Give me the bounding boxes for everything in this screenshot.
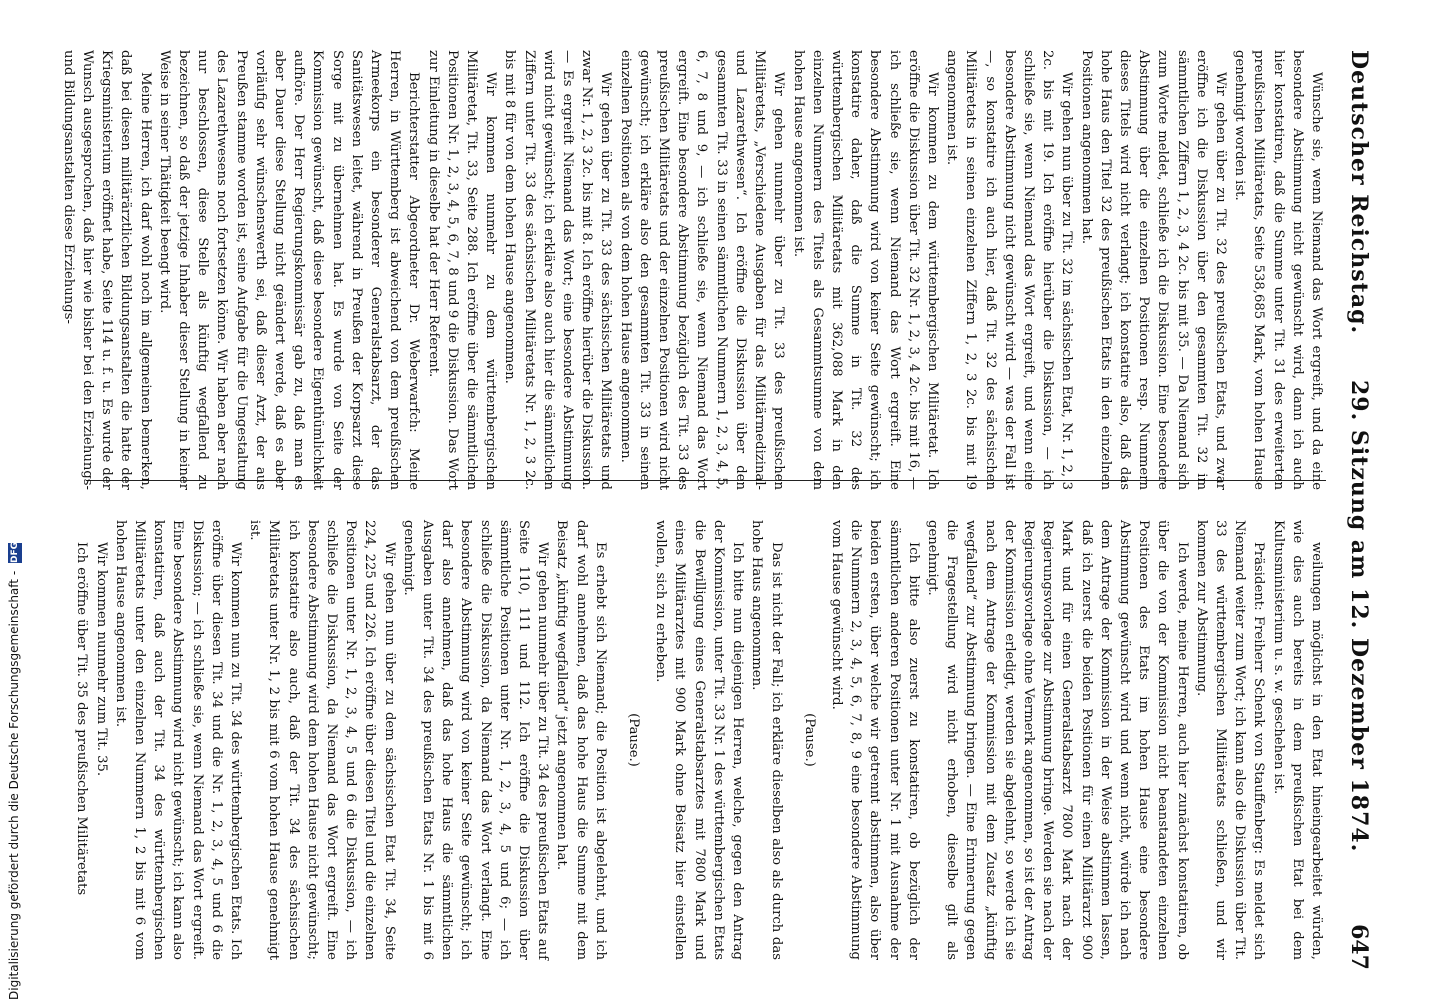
rotated-sheet	[62, 0, 1382, 1000]
paragraph: Ich eröffne über Tit. 35 des preußischen Militäretats	[74, 542, 90, 896]
paragraph: Meine Herren, ich darf wohl noch im allgemeinen bemerken, daß bei diesen militärärztlichen Bildungsanstalten die hatte der Kriegsministerium eröffnet habe, Seite 114 u. f. u. Es wurde der Wunsch ausgesprochen, daß hier wie bisher bei den Erziehungs- und Bildungsanstalten diese Erziehungs-	[60, 50, 153, 490]
paragraph: Wir gehen nunmehr über zu Tit. 34 des preußischen Etats auf Seite 110, 111 und 112. Ich eröffne die Diskussion über sämmtliche Positionen unter Nr. 1, 2, 3, 4, 5 und 6; — ich schließe die Diskussion, da Niemand das Wort verlangt. Eine besondere Abstimmung wird von keiner Seite gewünscht; ich darf also annehmen, daß das hohe Haus die sämmtlichen Ausgaben unter Tit. 34 des preußischen Etats Nr. 1 bis mit 6 genehmigt.	[400, 520, 551, 960]
pause-note: (Pause.)	[801, 713, 817, 767]
paragraph: Das ist nicht der Fall; ich erkläre dieselben also als durch das hohe Haus angenommen.	[749, 520, 784, 960]
paragraph: Wünsche sie, wenn Niemand das Wort ergreift, und da eine besondere Abstimmung nicht gewünscht wird, dann ich auch hier konstatiren, daß die Summe unter Tit. 31 des erweiterten preußischen Militäretats, Seite 538,685 Mark, vom hohen Hause genehmigt worden ist.	[1232, 50, 1324, 490]
paragraph: Wir gehen über zu Tit. 32 des preußischen Etats, und zwar eröffne ich die Diskussion über den gesammten Tit. 32 im sämmtlichen Ziffern 1, 2, 3, 4 2c. bis mit 35. — Da Niemand sich zum Worte meldet, schließe ich die Diskussion. Eine besondere Abstimmung über die einzelnen Positionen resp. Nummern dieses Titels wird nicht verlangt; ich konstatire also, daß das hohe Haus den Titel 32 des preußischen Etats in den einzelnen Positionen angenommen hat.	[1078, 50, 1228, 490]
paragraph: Wir kommen nun zu Tit. 34 des württembergischen Etats. Ich eröffne über diesen Tit. 34 und die Nr. 1, 2, 3, 4, 5 und 6 die Diskussion; — ich schließe sie, wenn Niemand das Wort ergreift. Eine besondere Abstimmung wird nicht gewünscht; ich kann also konstatiren, daß auch der Tit. 34 des württembergischen Militäretats unter den einzelnen Nummern 1, 2 bis mit 6 vom hohen Hause angenommen ist.	[112, 520, 244, 960]
right-column	[74, 520, 1326, 960]
paragraph: Ich bitte also zuerst zu konstatiren, ob bezüglich der sämmtlichen anderen Positionen unter Nr. 1 mit Ausnahme der beiden ersten, über welche wir getrennt abstimmen, also über die Nummern 2, 3, 4, 5, 6, 7, 8, 9 eine besondere Abstimmung vom Hause gewünscht wird.	[828, 520, 921, 960]
paragraph: Wir gehen nun über zu dem sächsischen Etat Tit. 34, Seite 224, 225 und 226. Ich eröffne über diesen Titel und die einzelnen Positionen unter Nr. 1, 2, 3, 4, 5 und 6 die Diskussion, — ich schließe die Diskussion, da Niemand das Wort ergreift. Eine besondere Abstimmung wird dem hohen Hause nicht gewünscht; ich konstatire also auch, daß der Tit. 34 des sächsischen Militäretats unter Nr. 1, 2 bis mit 6 vom hohen Hause genehmigt ist.	[247, 520, 397, 960]
dfg-logo: DFG	[9, 542, 20, 564]
left-column	[60, 50, 1326, 490]
paragraph: Wir kommen nunmehr zum Tit. 35.	[93, 542, 109, 777]
paragraph: Wir kommen zu dem württembergischen Militäretat. Ich eröffne die Diskussion über Tit. 32 Nr. 1, 2, 3, 4 2c. bis mit 16, — ich schließe sie, wenn Niemand das Wort ergreift. Eine besondere Abstimmung wird von keiner Seite gewünscht; ich konstatire daher, daß die Summe in Tit. 32 des württembergischen Militäretats mit 362,088 Mark in den einzelnen Nummern des Titels als Gesammtsumme von dem hohen Hause angenommen ist.	[790, 50, 940, 490]
paragraph: Es erhebt sich Niemand; die Position ist abgelehnt, und ich darf wohl annehmen, daß das hohe Haus die Summe mit dem Beisatz „künftig wegfallend“ jetzt angenommen hat.	[554, 520, 608, 960]
footer-credit	[2, 542, 26, 1000]
paragraph: Wir gehen nun über zu Tit. 32 im sächsischen Etat, Nr. 1, 2, 3 2c. bis mit 19. Ich eröffne hierüber die Diskussion, — ich schließe sie, wenn Niemand das Wort ergreift, und wenn eine besondere Abstimmung nicht gewünscht wird — was der Fall ist —, so konstatire ich auch hier, daß Tit. 32 des sächsischen Militäretats in seinen einzelnen Ziffern 1, 2, 3 2c. bis mit 19 angenommen ist.	[944, 50, 1075, 490]
paragraph: weilungen möglichst in den Etat hineingearbeitet würden, wie dies auch bereits in dem preußischen Etat bei dem Kultusministerium u. s. w. geschehen ist.	[1270, 520, 1324, 960]
journal-title: Deutscher Reichstag.	[1346, 50, 1372, 335]
paragraph: Ich bitte nun diejenigen Herren, welche, gegen den Antrag der Kommission, unter Tit. 33 Nr. 1 des württembergischen Etats die Bewilligung eines Generalstabsarztes mit 7800 Mark und eines Militärarztes mit 900 Mark ohne Beisatz hier einstellen wollen, sich zu erheben.	[653, 520, 746, 960]
paragraph: Wir gehen über zu Tit. 33 des sächsischen Militäretats und zwar Nr. 1, 2, 3 2c. bis mit 8. Ich eröffne hierüber die Diskussion. — Es ergreift Niemand das Wort; eine besondere Abstimmung wird nicht gewünscht; ich erkläre also auch hier die sämmtlichen Ziffern unter Tit. 33 des sächsischen Militäretats Nr. 1, 2, 3 2c. bis mit 8 für von dem hohen Hause angenommen.	[502, 50, 614, 490]
paragraph: Ich werde, meine Herren, auch hier zunächst konstatiren, ob über die von der Kommission nicht beanstandeten einzelnen Positionen des Etats im hohen Hause eine besondere Abstimmung gewünscht wird und wenn nicht, würde ich nach dem Antrage der Kommission in der Weise abstimmen lassen, daß ich zuerst die beiden Positionen für einen Militärarzt 900 Mark und für einen Generalstabsarzt 7800 Mark nach der Regierungsvorlage zur Abstimmung bringe. Werden sie nach der Regierungsvorlage ohne Vermerk angenommen, so ist der Antrag der Kommission erledigt, werden sie abgelehnt, so werde ich sie nach dem Antrage der Kommission mit dem Zusatz „künftig wegfallend“ zur Abstimmung bringen. — Eine Erinnerung gegen die Fragestellung wird nicht erhoben, dieselbe gilt als genehmigt.	[924, 520, 1190, 960]
paragraph: Wir kommen nunmehr zu dem württembergischen Militäretat, Tit. 33, Seite 288. Ich eröffne über die sämmtlichen Positionen Nr. 1, 2, 3, 4, 5, 6, 7, 8 und 9 die Diskussion. Das Wort zur Einleitung in dieselbe hat der Herr Referent.	[425, 50, 499, 490]
footer-text: Digitalisierung gefördert durch die Deutsche Forschungsgemeinschaft -	[7, 570, 21, 1000]
paragraph: Wir gehen nunmehr über zu Tit. 33 des preußischen Militäretats, „Verschiedene Ausgaben für das Militärmedizinal- und Lazarethwesen“. Ich eröffne die Diskussion über den gesammten Tit. 33 in seinen sämmtlichen Nummern 1, 2, 3, 4, 5, 6, 7, 8 und 9, — ich schließe sie, wenn Niemand das Wort ergreift. Eine besondere Abstimmung bezüglich des Tit. 33 des preußischen Militäretats und der einzelnen Positionen wird nicht gewünscht; ich erkläre also den gesammten Tit. 33 in seinen einzelnen Positionen als von dem hohen Hause angenommen.	[617, 50, 787, 490]
paragraph: Berichterstatter Abgeordneter Dr. Weberwarfch: Meine Herren, in Württemberg ist abweichend von dem preußischen Armeekorps ein besonderer Generalstabsarzt, der das Sanitätswesen leitet, während in Preußen der Korpsarzt diese Sorge mit zu übernehmen hat. Es wurde von Seite der Kommission gewünscht, daß diese besondere Eigenthümlichkeit aufhöre. Der Herr Regierungskommissär gab zu, daß man es aber Dauer diese Stellung nicht geändert werde, daß es aber vorläufig sehr wünschenswerth sei, daß dieser Arzt, der aus Preußen stamme worden ist, seine Aufgabe für die Umgestaltung des Lazarethwesens noch fortsetzen könne. Wir haben aber nach nur beschlossen, diese Stelle als künftig wegfallend zu bezeichnen, so daß der jetzige Inhaber dieser Stellung in keiner Weise in seiner Thätigkeit beengt wird.	[156, 50, 422, 490]
pause-note: (Pause.)	[626, 713, 642, 767]
session-title: 29. Sitzung am 12. Dezember 1874.	[1346, 380, 1372, 853]
page-number: 647	[1346, 924, 1372, 970]
paragraph: Präsident: Freiherr Schenk von Stauffenberg: Es meldet sich Niemand weiter zum Wort; ich kann also die Diskussion über Tit. 33 des württembergischen Militäretats schließen, und wir kommen zur Abstimmung.	[1193, 520, 1267, 960]
page-header	[1332, 50, 1372, 970]
